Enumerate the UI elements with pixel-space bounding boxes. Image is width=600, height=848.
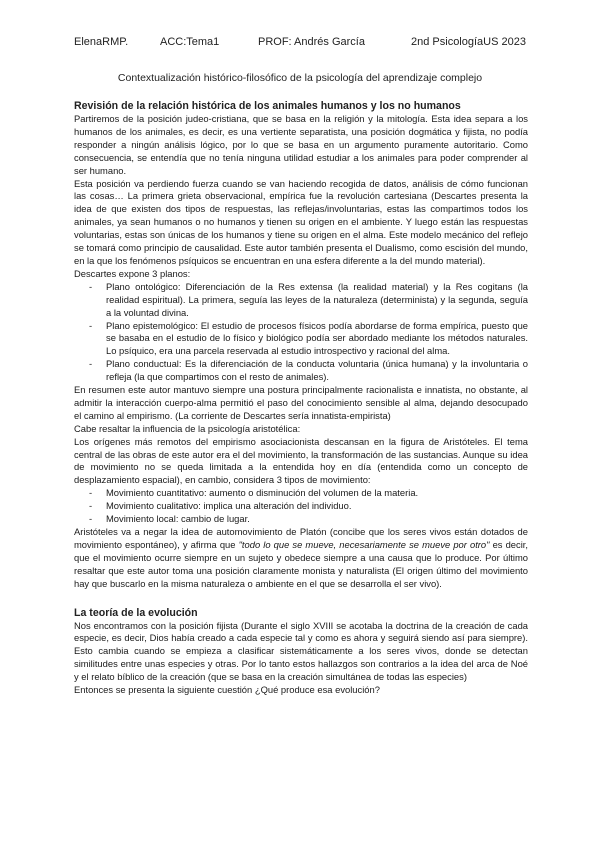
- paragraph: Entonces se presenta la siguiente cuestión ¿Qué produce esa evolución?: [74, 684, 380, 696]
- paragraph: Nos encontramos con la posición fijista (Durante el siglo XVIII se acotaba la doctrina de la creación de cada especie, es decir, Dios había creado a cada especie tal y como es ahora y seguirá siendo así para siempre). Esto cambia cuando se empieza a clasificar sistemáticamente a los seres vivos, donde se detectan similitudes entre unas especies y otras. Por lo tanto estos hallazgos son contrarios a la idea del arca de Noé y el relato bíblico de la creación (que se basa en la creación simultánea de todas las especies): [74, 619, 528, 683]
- paragraph: En resumen este autor mantuvo siempre una postura principalmente racionalista e innatista, no obstante, al admitir la interacción cuerpo-alma permitió el paso del conocimiento sensible al alma, dejando desocupado el camino al empirismo. (La corriente de Descartes sería innatista-empirista): [74, 384, 528, 421]
- paragraph: Cabe resaltar la influencia de la psicología aristotélica:: [74, 422, 301, 434]
- list-item: - Movimiento cualitativo: implica una alteración del individuo.: [74, 500, 528, 513]
- list-item: - Movimiento cuantitativo: aumento o disminución del volumen de la materia.: [74, 487, 528, 500]
- list-item: - Plano epistemológico: El estudio de procesos físicos podía abordarse de forma empírica, puesto que se basaba en el estudio de lo físico y biológico podía ser abordado mediante los métodos naturales. Lo psíquico, era una parcela reservada al estudio introspectivo y racional del alma.: [74, 320, 528, 359]
- movements-list: [74, 487, 528, 526]
- section-heading-evolution: La teoría de la evolución: [74, 606, 198, 619]
- page-header: [74, 36, 534, 50]
- section-heading-relation: Revisión de la relación histórica de los animales humanos y los no humanos: [74, 100, 461, 112]
- paragraph-aristotle: [74, 526, 528, 591]
- italic-quote: "todo lo que se mueve, necesariamente se mueve por otro": [238, 538, 490, 550]
- paragraph: Descartes expone 3 planos:: [74, 267, 191, 279]
- header-author: ElenaRMP.: [74, 36, 129, 48]
- document-body: [74, 100, 528, 697]
- paragraph: Esta posición va perdiendo fuerza cuando se van haciendo recogida de datos, análisis de cómo funcionan las cosas… La primera grieta observacional, empírica fue la revolución cartesiana (Descartes presenta la idea de que existen dos tipos de respuestas, las reflejas/involuntarias, estas las compartimos todos los animales, ya sean humanos o no humanos y tienen su origen en el ambiente. Y luego están las respuestas voluntarias, estas son únicas de los humanos y tiene su origen en el alma. Este modelo mecánico del reflejo se tomará como principio de causalidad. Este autor también presenta el Dualismo, como escisión del mundo, en la que los fenómenos psíquicos se encuentran en una esfera diferente a la del mundo material).: [74, 177, 528, 266]
- header-professor: PROF: Andrés García: [258, 36, 365, 48]
- planes-list: [74, 281, 528, 384]
- list-item: - Plano conductual: Es la diferenciación de la conducta voluntaria (única humana) y la involuntaria o refleja (la que compartimos con el resto de animales).: [74, 358, 528, 384]
- text-run: es decir, que el movimiento ocurre siempre en un sujeto y obedece siempre a una causa que lo produce. Por último resaltar que este autor toma una posición claramente monista y naturalista (El origen último del movimiento hay que buscarlo en la misma naturaleza o ambiente en el que se desarrolla el ser vivo).: [74, 538, 528, 589]
- list-item: - Plano ontológico: Diferenciación de la Res extensa (la realidad material) y la Res cogitans (la realidad espiritual). La primera, seguía las leyes de la naturaleza (determinista) y la segunda, seguía a la voluntad divina.: [74, 281, 528, 320]
- header-course: ACC:Tema1: [160, 36, 220, 48]
- text-run: Aristóteles va a negar la idea de automovimiento de Platón (concibe que los seres vivos están dotados de movimiento espontáneo), y afirma que: [74, 526, 528, 550]
- header-subject: 2nd PsicologíaUS 2023: [411, 36, 526, 48]
- paragraph: Partiremos de la posición judeo-cristiana, que se basa en la religión y la mitología. Esta idea separa a los humanos de los animales, es decir, es una vertiente separatista, una posición dogmática y fijista, no podía responder a ningún análisis lógico, por lo que se basa en un argumento puramente autoritario. Como consecuencia, se entendía que no tenía ninguna utilidad estudiar a los animales para poder comprender al ser humano.: [74, 113, 528, 176]
- paragraph: Los orígenes más remotos del empirismo asociacionista descansan en la figura de Aristóteles. El tema central de las obras de este autor era el del movimiento, la transformación de las sustancias. Aunque su idea de movimiento no se queda limitada a la entendida hoy en día (entendida como un concepto de desplazamiento espacial), en cambio, considera 3 tipos de movimiento:: [74, 435, 528, 486]
- list-item: - Movimiento local: cambio de lugar.: [74, 513, 528, 526]
- document-title: Contextualización histórico-filosófico de la psicología del aprendizaje complejo: [117, 72, 483, 84]
